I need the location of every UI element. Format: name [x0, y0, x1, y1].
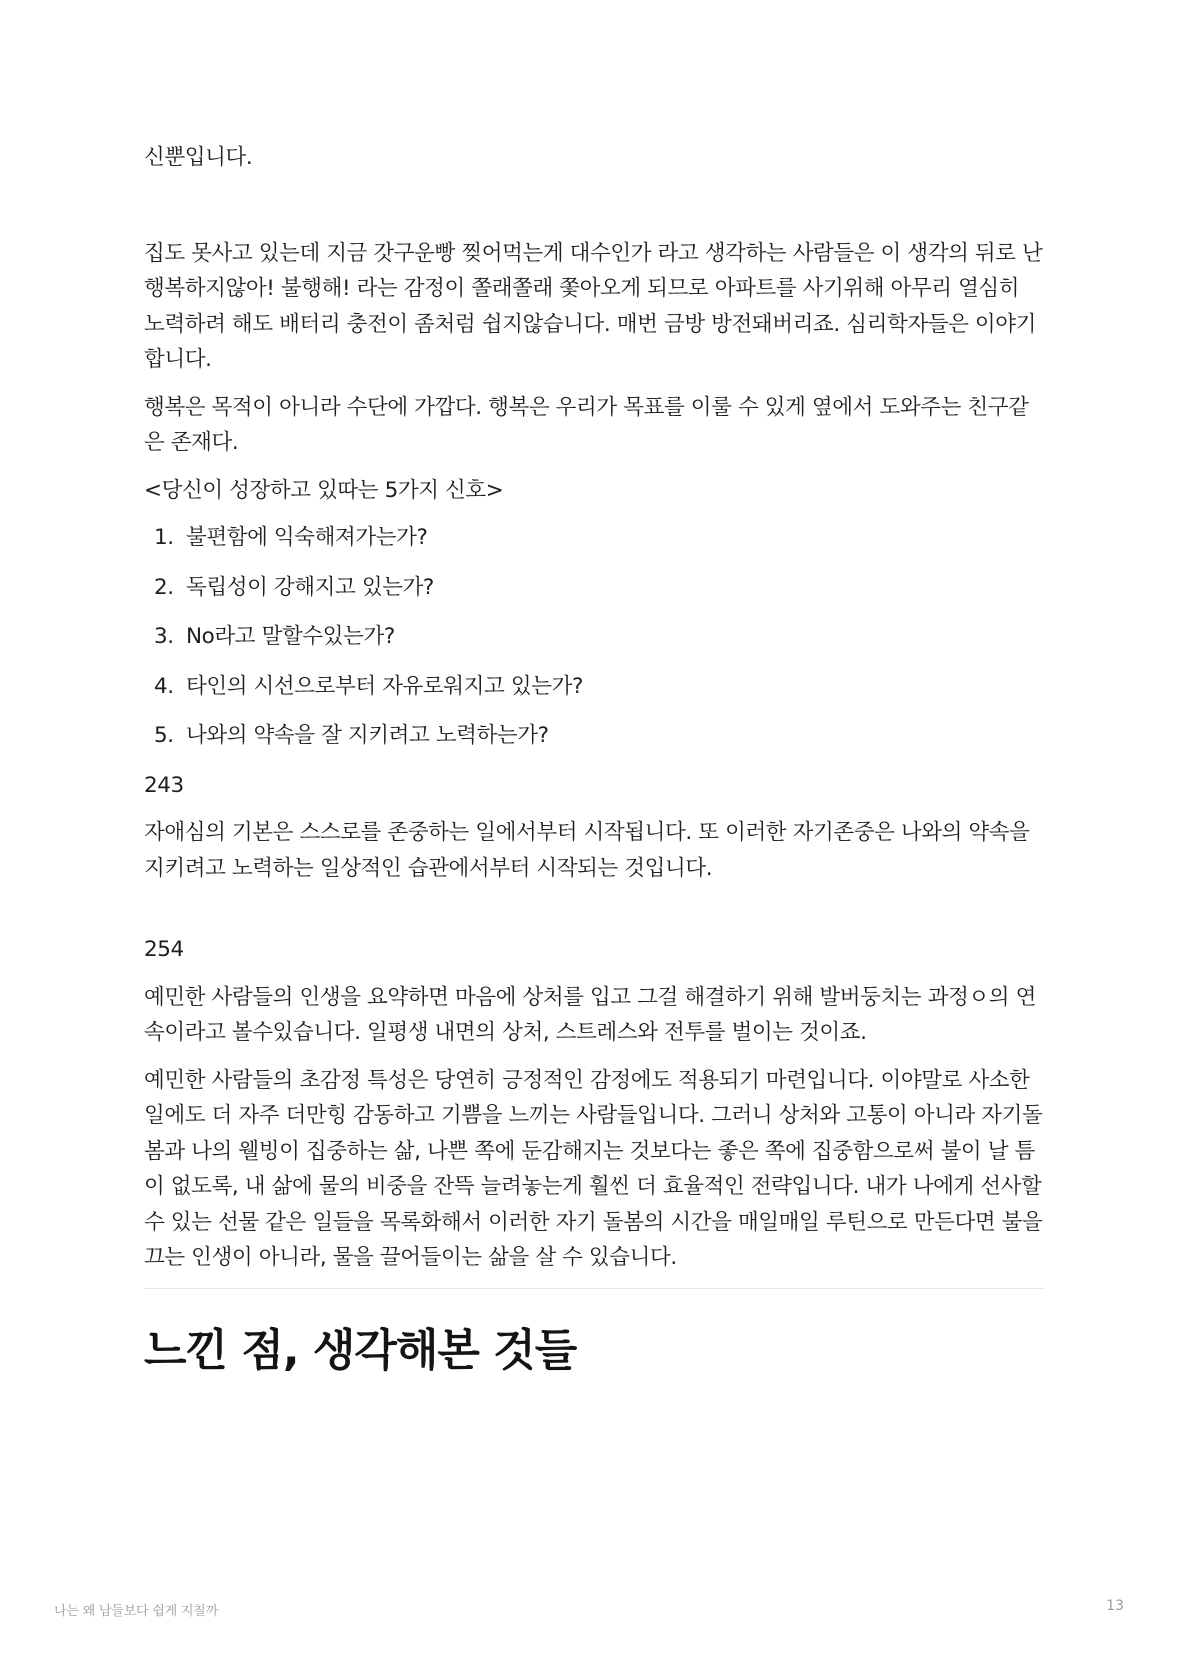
intro-line: 신뿐입니다.: [144, 145, 253, 170]
list-text: 독립성이 강해지고 있는가?: [186, 574, 434, 600]
list-text: 타인의 시선으로부터 자유로워지고 있는가?: [186, 673, 583, 699]
paragraph: 행복은 목적이 아니라 수단에 가깝다. 행복은 우리가 목표를 이룰 수 있게 옆에서 도와주는 친구같은 존재다.: [144, 394, 1029, 455]
list-text: No라고 말할수있는가?: [186, 624, 395, 649]
document-body: [144, 140, 1044, 1379]
list-number: 3.: [154, 624, 174, 649]
list-item: [154, 570, 1044, 606]
list-number: 1.: [154, 525, 174, 550]
paragraph: 예민한 사람들의 초감정 특성은 당연히 긍정적인 감정에도 적용되기 마련입니다. 이야말로 사소한 일에도 더 자주 더만힝 감동하고 기쁨을 느끼는 사람들입니다. 그러니 상처와 고통이 아니라 자기돌봄과 나의 웰빙이 집중하는 삶, 나쁜 쪽에 둔감해지는 것보다는 좋은 쪽에 집중함으로써 불이 날 틈이 없도록, 내 삶에 물의 비중을 잔뜩 늘려놓는게 훨씬 더 효율적인 전략입니다. 내가 나에게 선사할 수 있는 선물 같은 일들을 목록화해서 이러한 자기 돌봄의 시간을 매일매일 루틴으로 만든다면 불을 끄는 인생이 아니라, 물을 끌어들이는 삶을 살 수 있습니다.: [144, 1067, 1043, 1270]
list-text: 불편함에 익숙해져가는가?: [186, 525, 428, 550]
list-item: [154, 718, 1044, 754]
section-heading: 느낀 점, 생각해본 것들: [144, 1324, 577, 1376]
page-reference-number: 254: [144, 937, 184, 962]
list-item: [154, 520, 1044, 556]
list-heading: <당신이 성장하고 있따는 5가지 신호>: [144, 477, 504, 503]
paragraph: 자애심의 기본은 스스로를 존중하는 일에서부터 시작됩니다. 또 이러한 자기존중은 나와의 약속을 지키려고 노력하는 일상적인 습관에서부터 시작되는 것입니다.: [144, 820, 1030, 881]
spacer: [144, 898, 1044, 932]
list-number: 4.: [154, 673, 174, 699]
footer-book-title: 나는 왜 남들보다 쉽게 지칠까: [54, 1604, 219, 1619]
signals-list: [144, 520, 1044, 754]
spacer: [144, 188, 1044, 236]
list-item: [154, 669, 1044, 705]
list-number: 2.: [154, 574, 174, 600]
footer-page-number: 13: [1106, 1598, 1124, 1614]
list-item: [154, 619, 1044, 655]
paragraph: 집도 못사고 있는데 지금 갓구운빵 찢어먹는게 대수인가 라고 생각하는 사람들은 이 생각의 뒤로 난 행복하지않아! 불행해! 라는 감정이 쫄래쫄래 쫓아오게 되므로 아파트를 사기위해 아무리 열심히 노력하려 해도 배터리 충전이 좀처럼 쉽지않습니다. 매번 금방 방전돼버리죠. 심리학자들은 이야기합니다.: [144, 240, 1043, 372]
divider: [144, 1288, 1044, 1289]
list-text: 나와의 약속을 잘 지키려고 노력하는가?: [186, 723, 549, 748]
paragraph: 예민한 사람들의 인생을 요약하면 마음에 상처를 입고 그걸 해결하기 위해 발버둥치는 과정ㅇ의 연속이라고 볼수있습니다. 일평생 내면의 상처, 스트레스와 전투를 벌이는 것이죠.: [144, 984, 1036, 1045]
page-reference-number: 243: [144, 772, 184, 798]
list-number: 5.: [154, 723, 174, 748]
